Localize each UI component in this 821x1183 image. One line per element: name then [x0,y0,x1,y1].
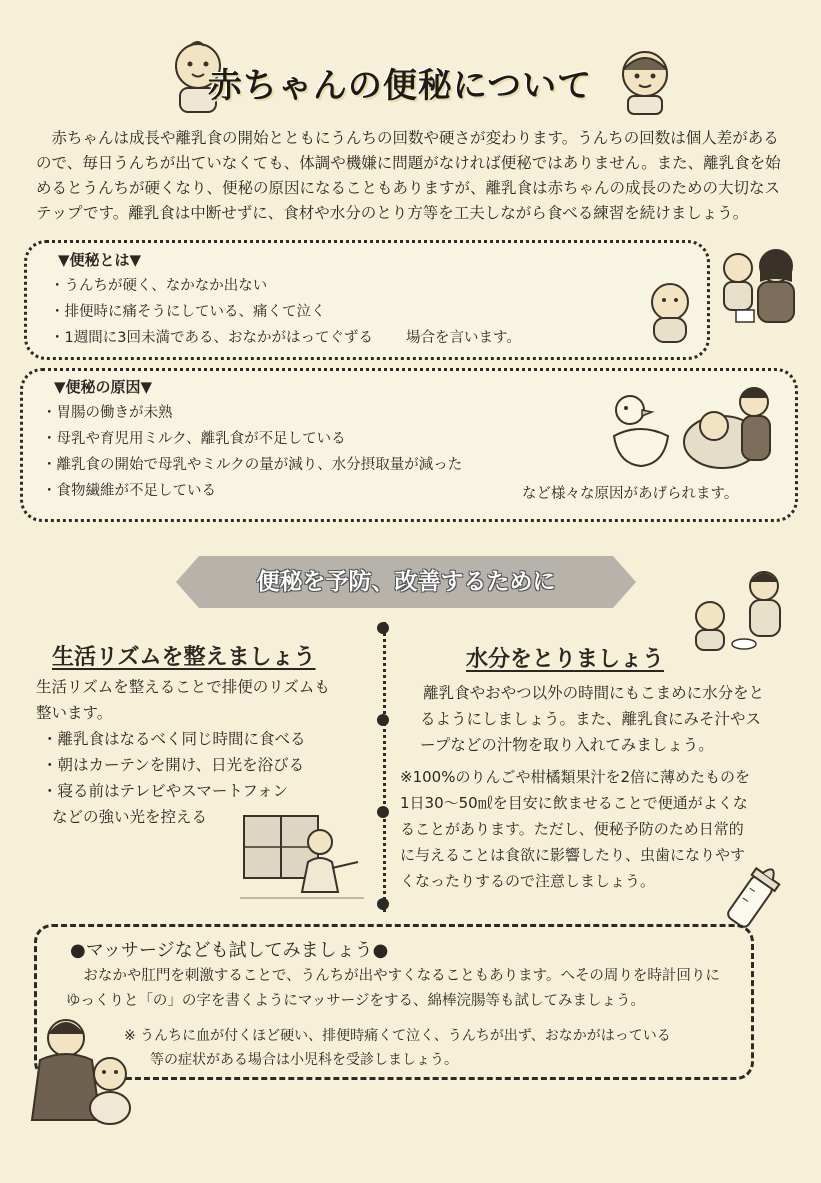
divider-knot [377,622,389,634]
rhythm-item-continued: などの強い光を控える [52,808,208,826]
water-note: ※100%のりんごや柑橘類果汁を2倍に薄めたものを1日30～50㎖を目安に飲ませることで便通がよくなることがあります。ただし、便秘予防のため日常的に与えることは食欲に影響したり、虫歯になりやすくなったりするので注意しましょう。 [400,768,750,890]
definition-item: ・1週間に3回未満である、おなかがはってぐずる [50,330,373,346]
water-paragraph: 離乳食やおやつ以外の時間にもこまめに水分をとるようにしましょう。また、離乳食にみそ汁やスープなどの汁物を取り入れてみましょう。 [420,684,765,754]
intro-paragraph: 赤ちゃんは成長や離乳食の開始とともにうんちの回数や硬さが変わります。うんちの回数は個人差があるので、毎日うんちが出ていなくても、体調や機嫌に問題がなければ便秘ではありません。また、離乳食を始めるとうんちが硬くなり、便秘の原因になることもありますが、離乳食は赤ちゃんの成長のための大切なステップです。離乳食は中断せずに、食材や水分のとり方等を工夫しながら食べる練習を続けましょう。 [36,129,781,222]
definition-item: ・うんちが硬く、なかなか出ない [50,278,268,294]
duck-and-bath-illustration [604,380,784,476]
curtain-window-illustration [240,812,364,902]
massage-body: おなかや肛門を刺激することで、うんちが出やすくなることもあります。へその周りを時計回りにゆっくりと「の」の字を書くようにマッサージをする、綿棒浣腸等も試してみましょう。 [66,968,720,1009]
cause-item: ・離乳食の開始で母乳やミルクの量が減り、水分摂取量が減った [42,457,463,473]
divider-knot [377,806,389,818]
rhythm-lead: 生活リズムを整えることで排便のリズムも [36,678,330,696]
cause-item: ・母乳や育児用ミルク、離乳食が不足している [42,431,346,447]
causes-title: ▼便秘の原因▼ [54,378,153,396]
cause-item: ・胃腸の働きが未熟 [42,405,173,421]
definition-suffix: 場合を言います。 [406,330,521,346]
mother-baby-illustration [628,228,804,348]
rhythm-item: ・朝はカーテンを開け、日光を浴びる [42,756,305,774]
divider-knot [377,714,389,726]
massage-illustration [6,1012,146,1142]
rhythm-lead-2: 整います。 [36,704,113,722]
rhythm-heading: 生活リズムを整えましょう [52,645,316,670]
definition-item: ・排便時に痛そうにしている、痛くて泣く [50,304,326,320]
page-title: 赤ちゃんの便秘について [207,66,593,106]
section-banner: 便秘を予防、改善するために [256,569,556,595]
massage-note-2: 等の症状がある場合は小児科を受診しましょう。 [150,1052,458,1068]
water-heading: 水分をとりましょう [466,647,665,672]
column-divider [383,622,386,912]
rhythm-item: ・離乳食はなるべく同じ時間に食べる [42,730,306,748]
massage-heading: ●マッサージなども試してみましょう● [70,940,389,961]
divider-knot [377,898,389,910]
massage-note: ※ うんちに血が付くほど硬い、排便時痛くて泣く、うんちが出ず、おなかがはっている [124,1028,671,1044]
rhythm-item: ・寝る前はテレビやスマートフォン [42,782,289,800]
baby-illustration-right [612,46,678,116]
cause-item: ・食物繊維が不足している [42,483,216,499]
causes-suffix: など様々な原因があげられます。 [522,486,739,502]
definition-title: ▼便秘とは▼ [58,251,142,269]
feeding-illustration [686,566,796,656]
